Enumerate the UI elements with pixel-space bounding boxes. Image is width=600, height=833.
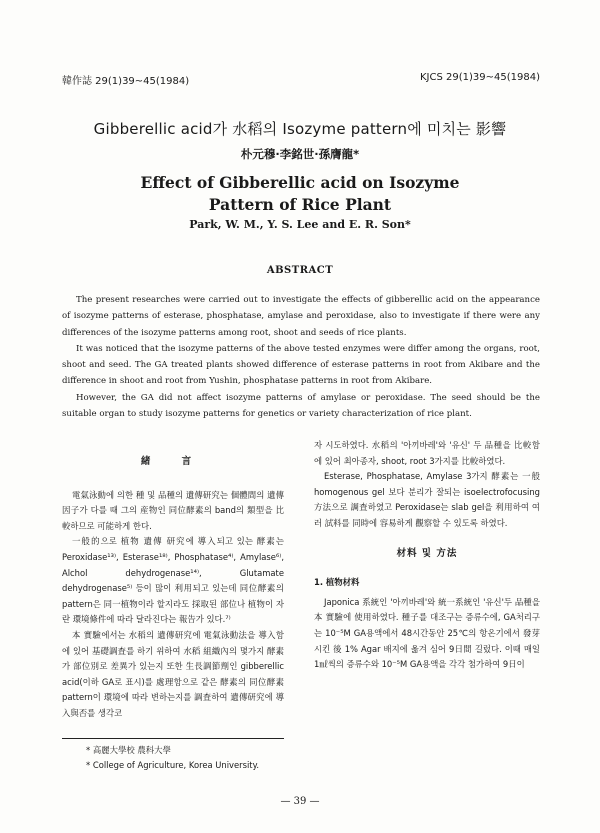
body-paragraph: 자 시도하였다. 水稻의 '아끼바레'와 '유신' 두 品種을 比較함에 있어 최아종자, shoot, root 3가지를 比較하였다. xyxy=(314,440,540,466)
body-paragraph: 一般的으로 植物 遺傳 研究에 導入되고 있는 酵素는 Peroxidase¹³⁾, Esterase¹⁸⁾, Phosphatase⁴⁾, Amylase⁶⁾, Alchol dehydrogenase¹⁴⁾, Glutamate dehydrogenase⁵⁾ 등이 많이 利用되고 있는데 同位酵素의 pattern은 同一植物이라 할지라도 採取된 部位나 植物이 자란 環境條件에 따라 달라진다는 報告가 있다.⁷⁾ xyxy=(62,536,284,625)
body-paragraph: 電氣泳動에 의한 種 및 品種의 遺傳研究는 個體間의 遺傳因子가 다를 때 그의 産物인 同位酵素의 band의 類型을 比較하므로 可能하게 한다. xyxy=(62,489,284,531)
title-english-line2: Pattern of Rice Plant xyxy=(208,195,392,214)
right-column xyxy=(314,438,540,673)
body-paragraph: Esterase, Phosphatase, Amylase 3가지 酵素는 一般 homogenous gel 보다 분리가 잘되는 isoelectrofocusing 方法으로 調査하였고 Peroxidase는 slab gel을 利用하여 여러 試料를 同時에 容易하게 觀察할 수 있도록 하였다. xyxy=(314,471,540,528)
journal-citation-english: KJCS 29(1)39~45(1984) xyxy=(420,72,540,83)
introduction-heading: 緒 言 xyxy=(140,456,206,467)
page-number: — 39 — xyxy=(280,796,320,807)
authors-english: Park, W. M., Y. S. Lee and E. R. Son* xyxy=(189,218,411,231)
title-english xyxy=(0,172,600,216)
body-paragraph: Japonica 系統인 '아끼바레'와 統一系統인 '유신'두 品種을 本 實驗에 使用하였다. 種子를 대조구는 증류수에, GA처리구는 10⁻⁵M GA용액에서 48시간동안 25℃의 항온기에서 發芽시킨 後 1% Agar 배지에 옮겨 심어 9日間 길렀다. 이때 매일 1㎖씩의 증류수와 10⁻⁵M GA용액을 각각 첨가하여 9日이 xyxy=(314,596,540,670)
abstract-paragraph: However, the GA did not affect isozyme patterns of amylase or peroxidase. The seed should be the suitable organ to study isozyme patterns for genetics or variety characterization of rice plant. xyxy=(62,392,540,420)
subsection-heading: 1. 植物材料 xyxy=(314,577,360,588)
title-korean: Gibberellic acid가 水稻의 Isozyme pattern에 미치는 影響 xyxy=(93,120,507,138)
journal-citation-korean: 韓作誌 29(1)39~45(1984) xyxy=(62,76,190,87)
footnote-divider xyxy=(62,738,284,739)
left-column xyxy=(62,454,284,722)
abstract-heading: ABSTRACT xyxy=(266,265,334,276)
footnote-affiliation-english: * College of Agriculture, Korea University. xyxy=(86,760,259,770)
title-english-line1: Effect of Gibberellic acid on Isozyme xyxy=(140,173,460,192)
footnote-affiliation-korean: * 高麗大學校 農科大學 xyxy=(86,745,171,755)
abstract-paragraph: The present researches were carried out to investigate the effects of gibberellic acid on the appearance of isozyme patterns of esterase, phosphatase, amylase and peroxidase, also to investigate if there were any differences of the isozyme patterns among root, shoot and seeds of rice plants. xyxy=(62,295,540,338)
authors-korean: 朴元穆·李銘世·孫膺龍* xyxy=(240,147,360,161)
abstract-body xyxy=(62,292,540,422)
methods-heading: 材料 및 方法 xyxy=(396,547,458,559)
body-paragraph: 本 實驗에서는 水稻의 遺傳研究에 電氣泳動法을 導入함에 있어 基礎調査를 하기 위하여 水稻 組織內의 몇가지 酵素가 部位別로 差異가 있는지 또한 生長調節劑인 gibberellic acid(이하 GA로 표시)를 處理함으로 같은 酵素의 同位酵素 pattern이 環境에 따라 변하는지를 調査하여 遺傳研究에 導入與否를 생각코 xyxy=(62,629,284,718)
abstract-paragraph: It was noticed that the isozyme patterns of the above tested enzymes were differ among the organs, root, shoot and seed. The GA treated plants showed difference of esterase patterns in root from Akibare and the difference in shoot and root from Yushin, phosphatase patterns in root from Akibare. xyxy=(62,343,540,387)
